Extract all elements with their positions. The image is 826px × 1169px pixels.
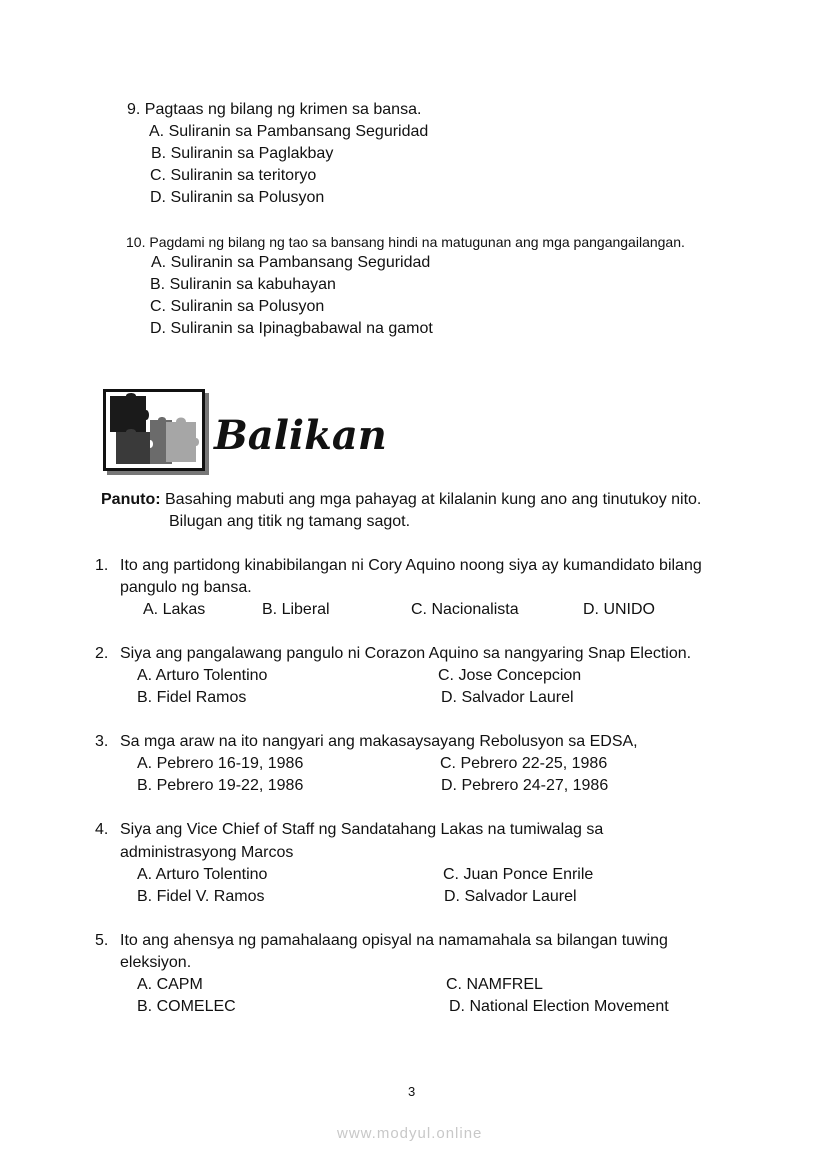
- question-text: Sa mga araw na ito nangyari ang makasaysayang Rebolusyon sa EDSA,: [120, 733, 638, 750]
- question-9-choice-c: C. Suliranin sa teritoryo: [150, 167, 317, 184]
- choice-b: B. Fidel Ramos: [137, 689, 247, 706]
- choice-b: B. Liberal: [262, 601, 330, 618]
- choice-d: D. Salvador Laurel: [441, 689, 574, 706]
- choice-b: B. Pebrero 19-22, 1986: [137, 777, 304, 794]
- choice-c: C. Jose Concepcion: [438, 667, 582, 684]
- question-10-choice-c: C. Suliranin sa Polusyon: [150, 298, 325, 315]
- choice-c: C. Pebrero 22-25, 1986: [440, 755, 608, 772]
- question-9-choice-b: B. Suliranin sa Paglakbay: [151, 145, 334, 162]
- question-text: Siya ang Vice Chief of Staff ng Sandatahang Lakas na tumiwalag sa: [120, 821, 604, 838]
- question-number: 4.: [95, 821, 109, 838]
- choice-b: B. COMELEC: [137, 998, 236, 1015]
- choice-a: A. CAPM: [137, 976, 203, 993]
- choice-d: D. National Election Movement: [449, 998, 669, 1015]
- question-text: Ito ang ahensya ng pamahalaang opisyal na namamahala sa bilangan tuwing: [120, 932, 668, 949]
- section-title: Balikan: [214, 412, 387, 459]
- choice-a: A. Arturo Tolentino: [137, 866, 268, 883]
- page-number: 3: [408, 1084, 416, 1099]
- question-number: 3.: [95, 733, 109, 750]
- instructions-label: Panuto:: [101, 491, 161, 508]
- question-9-choice-d: D. Suliranin sa Polusyon: [150, 189, 325, 206]
- instructions: [101, 490, 701, 510]
- question-number: 1.: [95, 557, 109, 574]
- puzzle-pieces-icon: [103, 389, 205, 471]
- choice-b: B. Fidel V. Ramos: [137, 888, 265, 905]
- question-10-choice-d: D. Suliranin sa Ipinagbabawal na gamot: [150, 320, 433, 337]
- choice-c: C. Nacionalista: [411, 601, 519, 618]
- choice-c: C. Juan Ponce Enrile: [443, 866, 594, 883]
- choice-d: D. UNIDO: [583, 601, 655, 618]
- question-text: administrasyong Marcos: [120, 844, 294, 861]
- instructions-line-1: Basahing mabuti ang mga pahayag at kilalanin kung ano ang tinutukoy nito.: [165, 491, 702, 508]
- choice-c: C. NAMFREL: [446, 976, 543, 993]
- instructions-line-2: Bilugan ang titik ng tamang sagot.: [169, 513, 411, 530]
- question-text: Siya ang pangalawang pangulo ni Corazon Aquino sa nangyaring Snap Election.: [120, 645, 692, 662]
- question-number: 5.: [95, 932, 109, 949]
- choice-a: A. Arturo Tolentino: [137, 667, 268, 684]
- question-text: Ito ang partidong kinabibilangan ni Cory Aquino noong siya ay kumandidato bilang: [120, 557, 702, 574]
- choice-a: A. Pebrero 16-19, 1986: [137, 755, 304, 772]
- choice-a: A. Lakas: [143, 601, 206, 618]
- question-text: pangulo ng bansa.: [120, 579, 252, 596]
- watermark: www.modyul.online: [337, 1125, 483, 1142]
- question-10-choice-b: B. Suliranin sa kabuhayan: [150, 276, 336, 293]
- question-9-choice-a: A. Suliranin sa Pambansang Seguridad: [149, 123, 429, 140]
- choice-d: D. Salvador Laurel: [444, 888, 577, 905]
- question-9-prompt: 9. Pagtaas ng bilang ng krimen sa bansa.: [127, 101, 422, 118]
- question-number: 2.: [95, 645, 109, 662]
- choice-d: D. Pebrero 24-27, 1986: [441, 777, 609, 794]
- question-text: eleksiyon.: [120, 954, 192, 971]
- question-10-choice-a: A. Suliranin sa Pambansang Seguridad: [151, 254, 431, 271]
- question-10-prompt: 10. Pagdami ng bilang ng tao sa bansang hindi na matugunan ang mga pangangailangan.: [126, 234, 685, 250]
